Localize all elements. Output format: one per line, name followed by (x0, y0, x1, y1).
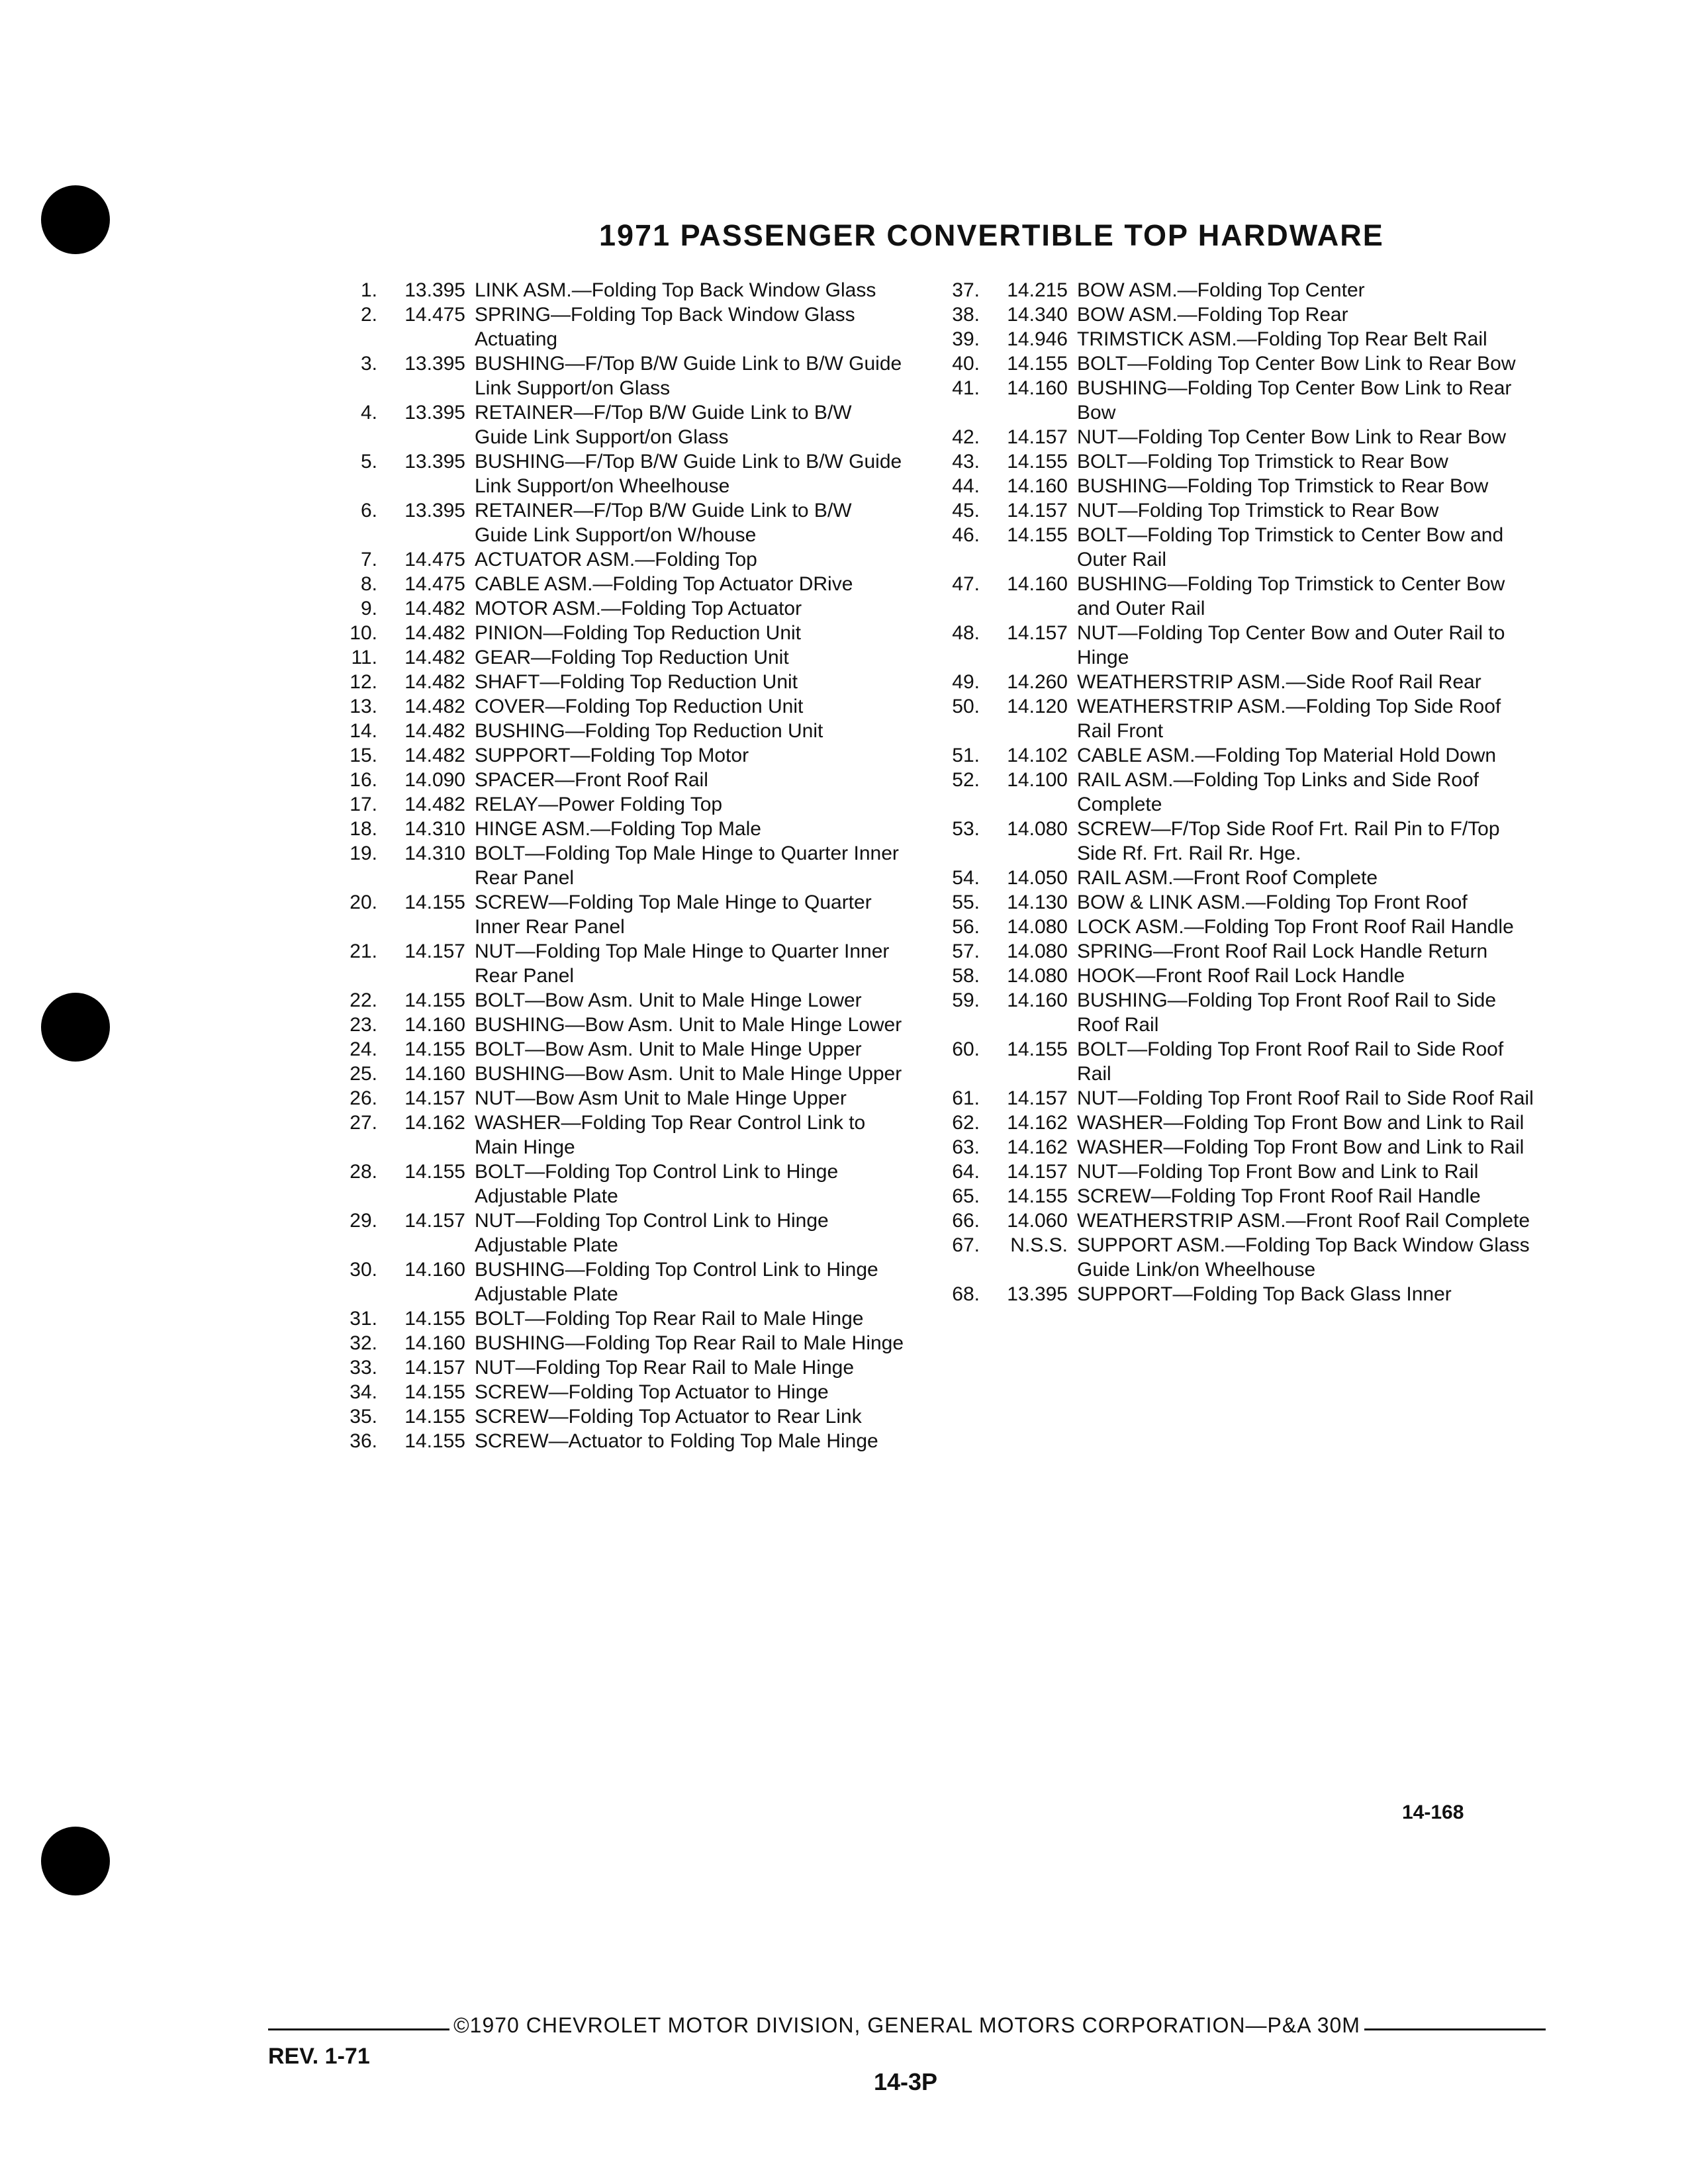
list-item (930, 1233, 1540, 1282)
list-item (328, 1404, 905, 1429)
item-description: SUPPORT—Folding Top Back Glass Inner (1077, 1283, 1452, 1305)
item-code: 14.155 (1007, 524, 1068, 546)
item-code: 14.475 (404, 304, 465, 326)
item-description: SCREW—Folding Top Actuator to Rear Link (475, 1406, 862, 1428)
list-item (930, 351, 1540, 376)
item-code: 14.155 (1007, 451, 1068, 473)
item-code: 14.260 (1007, 671, 1068, 693)
item-description: LOCK ASM.—Folding Top Front Roof Rail Handle (1077, 916, 1514, 938)
item-description: HOOK—Front Roof Rail Lock Handle (1077, 965, 1405, 987)
item-description: BOLT—Folding Top Rear Rail to Male Hinge (475, 1308, 864, 1330)
item-code: 14.157 (1007, 1161, 1068, 1183)
item-number: 20. (350, 891, 377, 913)
list-item (930, 1184, 1540, 1208)
item-code: 14.162 (404, 1112, 465, 1134)
item-code: 14.160 (1007, 573, 1068, 595)
item-number: 2. (360, 304, 377, 326)
item-description: NUT—Folding Top Control Link to Hinge Adjustable Plate (475, 1210, 829, 1256)
item-code: N.S.S. (1010, 1234, 1068, 1256)
item-number: 30. (350, 1259, 377, 1281)
item-code: 14.160 (1007, 377, 1068, 399)
list-item (930, 1282, 1540, 1306)
item-number: 26. (350, 1087, 377, 1109)
item-description: BUSHING—Folding Top Reduction Unit (475, 720, 823, 742)
list-item (930, 988, 1540, 1037)
item-description: BOLT—Folding Top Trimstick to Center Bow and Outer Rail (1077, 524, 1504, 570)
list-item (328, 841, 905, 890)
item-number: 65. (952, 1185, 980, 1207)
list-item (930, 523, 1540, 572)
item-code: 13.395 (404, 402, 465, 424)
item-number: 43. (952, 451, 980, 473)
item-number: 57. (952, 940, 980, 962)
item-number: 28. (350, 1161, 377, 1183)
list-item (328, 449, 905, 498)
list-item (328, 1306, 905, 1331)
item-number: 24. (350, 1038, 377, 1060)
item-number: 44. (952, 475, 980, 497)
item-number: 34. (350, 1381, 377, 1403)
page-number: 14-3P (874, 2068, 938, 2095)
item-code: 14.160 (404, 1332, 465, 1354)
list-item (930, 1160, 1540, 1184)
footer-rule-right (1364, 2028, 1546, 2030)
page-title: 1971 PASSENGER CONVERTIBLE TOP HARDWARE (599, 218, 1384, 252)
item-description: GEAR—Folding Top Reduction Unit (475, 647, 789, 668)
item-description: BOLT—Folding Top Trimstick to Rear Bow (1077, 451, 1448, 473)
item-number: 60. (952, 1038, 980, 1060)
revision-label: REV. 1-71 (268, 2044, 370, 2069)
list-item (328, 1429, 905, 1453)
list-item (930, 327, 1540, 351)
item-code: 14.215 (1007, 279, 1068, 301)
item-description: BUSHING—F/Top B/W Guide Link to B/W Guide Link Support/on Glass (475, 353, 902, 399)
list-item (930, 743, 1540, 768)
item-description: WASHER—Folding Top Rear Control Link to Main Hinge (475, 1112, 866, 1158)
item-description: SPRING—Front Roof Rail Lock Handle Return (1077, 940, 1488, 962)
list-item (328, 572, 905, 596)
item-number: 58. (952, 965, 980, 987)
item-code: 14.157 (1007, 1087, 1068, 1109)
item-description: BOLT—Folding Top Center Bow Link to Rear Bow (1077, 353, 1516, 375)
list-item (328, 890, 905, 939)
list-item (328, 400, 905, 449)
list-item (930, 694, 1540, 743)
item-number: 45. (952, 500, 980, 522)
item-description: SPACER—Front Roof Rail (475, 769, 708, 791)
item-description: PINION—Folding Top Reduction Unit (475, 622, 802, 644)
item-description: LINK ASM.—Folding Top Back Window Glass (475, 279, 876, 301)
item-description: SUPPORT—Folding Top Motor (475, 745, 749, 766)
item-description: BUSHING—Folding Top Center Bow Link to Rear Bow (1077, 377, 1512, 424)
item-number: 25. (350, 1063, 377, 1085)
item-description: BUSHING—Folding Top Trimstick to Center Bow and Outer Rail (1077, 573, 1505, 619)
item-code: 14.310 (404, 842, 465, 864)
item-description: BUSHING—Folding Top Rear Rail to Male Hinge (475, 1332, 904, 1354)
list-item (328, 278, 905, 302)
item-number: 23. (350, 1014, 377, 1036)
item-number: 27. (350, 1112, 377, 1134)
item-description: CABLE ASM.—Folding Top Material Hold Down (1077, 745, 1497, 766)
item-number: 52. (952, 769, 980, 791)
item-description: SCREW—Folding Top Actuator to Hinge (475, 1381, 829, 1403)
item-description: BUSHING—Folding Top Control Link to Hinge Adjustable Plate (475, 1259, 878, 1305)
item-code: 14.155 (404, 1406, 465, 1428)
item-number: 50. (952, 696, 980, 717)
list-item (328, 719, 905, 743)
item-number: 8. (360, 573, 377, 595)
item-description: CABLE ASM.—Folding Top Actuator DRive (475, 573, 853, 595)
item-number: 61. (952, 1087, 980, 1109)
list-item (930, 278, 1540, 302)
list-item (328, 621, 905, 645)
parts-list-right (930, 278, 1540, 1306)
item-code: 14.050 (1007, 867, 1068, 889)
item-number: 22. (350, 989, 377, 1011)
punch-hole-top (41, 185, 110, 254)
item-code: 14.475 (404, 549, 465, 570)
list-item (930, 302, 1540, 327)
item-code: 14.157 (404, 940, 465, 962)
item-number: 39. (952, 328, 980, 350)
item-code: 14.155 (404, 1381, 465, 1403)
item-code: 14.155 (1007, 1185, 1068, 1207)
item-description: RAIL ASM.—Folding Top Links and Side Roof Complete (1077, 769, 1479, 815)
list-item (328, 1355, 905, 1380)
list-item (930, 964, 1540, 988)
item-description: RAIL ASM.—Front Roof Complete (1077, 867, 1378, 889)
item-number: 16. (350, 769, 377, 791)
list-item (328, 645, 905, 670)
list-item (930, 1086, 1540, 1111)
item-description: BOW ASM.—Folding Top Center (1077, 279, 1365, 301)
item-number: 68. (952, 1283, 980, 1305)
item-number: 64. (952, 1161, 980, 1183)
item-number: 32. (350, 1332, 377, 1354)
item-code: 14.155 (404, 1430, 465, 1452)
item-code: 14.482 (404, 720, 465, 742)
item-code: 14.102 (1007, 745, 1068, 766)
item-description: MOTOR ASM.—Folding Top Actuator (475, 598, 802, 619)
item-description: COVER—Folding Top Reduction Unit (475, 696, 804, 717)
item-number: 1. (360, 279, 377, 301)
item-number: 37. (952, 279, 980, 301)
item-number: 41. (952, 377, 980, 399)
item-description: NUT—Folding Top Center Bow Link to Rear Bow (1077, 426, 1507, 448)
item-code: 14.160 (1007, 475, 1068, 497)
list-item (328, 1380, 905, 1404)
item-number: 14. (350, 720, 377, 742)
item-number: 18. (350, 818, 377, 840)
list-item (930, 1111, 1540, 1135)
item-description: BOW ASM.—Folding Top Rear (1077, 304, 1348, 326)
item-description: SHAFT—Folding Top Reduction Unit (475, 671, 798, 693)
item-description: BOLT—Bow Asm. Unit to Male Hinge Lower (475, 989, 862, 1011)
item-description: BOW & LINK ASM.—Folding Top Front Roof (1077, 891, 1468, 913)
item-code: 14.482 (404, 696, 465, 717)
item-code: 14.157 (404, 1210, 465, 1232)
item-number: 15. (350, 745, 377, 766)
item-description: SPRING—Folding Top Back Window Glass Actuating (475, 304, 855, 350)
item-description: WEATHERSTRIP ASM.—Side Roof Rail Rear (1077, 671, 1481, 693)
list-item (930, 817, 1540, 866)
item-code: 14.160 (404, 1259, 465, 1281)
item-description: BOLT—Bow Asm. Unit to Male Hinge Upper (475, 1038, 862, 1060)
list-item (930, 376, 1540, 425)
item-code: 14.060 (1007, 1210, 1068, 1232)
item-description: BUSHING—Bow Asm. Unit to Male Hinge Upper (475, 1063, 902, 1085)
item-code: 14.482 (404, 598, 465, 619)
item-number: 62. (952, 1112, 980, 1134)
item-code: 14.100 (1007, 769, 1068, 791)
item-code: 14.157 (1007, 500, 1068, 522)
item-code: 13.395 (404, 279, 465, 301)
punch-hole-bottom (41, 1827, 110, 1895)
item-code: 14.155 (404, 891, 465, 913)
list-item (328, 1013, 905, 1037)
list-item (328, 768, 905, 792)
item-code: 14.090 (404, 769, 465, 791)
list-item (328, 1037, 905, 1062)
item-number: 11. (351, 647, 377, 668)
item-number: 49. (952, 671, 980, 693)
item-number: 12. (350, 671, 377, 693)
item-description: BOLT—Folding Top Front Roof Rail to Side Roof Rail (1077, 1038, 1504, 1085)
item-code: 14.157 (1007, 426, 1068, 448)
item-code: 14.155 (404, 1038, 465, 1060)
item-description: NUT—Folding Top Trimstick to Rear Bow (1077, 500, 1439, 522)
item-number: 63. (952, 1136, 980, 1158)
item-code: 14.157 (404, 1357, 465, 1379)
item-number: 35. (350, 1406, 377, 1428)
item-number: 51. (952, 745, 980, 766)
list-item (328, 498, 905, 547)
list-item (930, 621, 1540, 670)
item-description: ACTUATOR ASM.—Folding Top (475, 549, 757, 570)
list-item (328, 670, 905, 694)
item-description: RELAY—Power Folding Top (475, 794, 723, 815)
item-code: 13.395 (404, 353, 465, 375)
item-code: 14.080 (1007, 965, 1068, 987)
list-item (930, 425, 1540, 449)
list-item (930, 1208, 1540, 1233)
list-item (328, 817, 905, 841)
section-page-reference: 14-168 (1402, 1801, 1464, 1823)
item-description: NUT—Folding Top Front Roof Rail to Side Roof Rail (1077, 1087, 1534, 1109)
item-description: SCREW—F/Top Side Roof Frt. Rail Pin to F/Top Side Rf. Frt. Rail Rr. Hge. (1077, 818, 1500, 864)
item-code: 14.482 (404, 794, 465, 815)
item-number: 19. (350, 842, 377, 864)
item-number: 21. (350, 940, 377, 962)
list-item (328, 694, 905, 719)
item-number: 55. (952, 891, 980, 913)
list-item (328, 1062, 905, 1086)
item-description: BUSHING—Bow Asm. Unit to Male Hinge Lower (475, 1014, 902, 1036)
item-code: 14.340 (1007, 304, 1068, 326)
item-code: 14.162 (1007, 1112, 1068, 1134)
item-number: 5. (360, 451, 377, 473)
item-number: 9. (360, 598, 377, 619)
list-item (328, 988, 905, 1013)
footer-copyright: ©1970 CHEVROLET MOTOR DIVISION, GENERAL MOTORS CORPORATION—P&A 30M (453, 2013, 1360, 2037)
item-description: NUT—Bow Asm Unit to Male Hinge Upper (475, 1087, 847, 1109)
item-code: 14.155 (404, 1308, 465, 1330)
item-code: 13.395 (404, 451, 465, 473)
item-description: BUSHING—Folding Top Trimstick to Rear Bow (1077, 475, 1489, 497)
item-code: 14.080 (1007, 818, 1068, 840)
item-number: 31. (350, 1308, 377, 1330)
item-description: BUSHING—F/Top B/W Guide Link to B/W Guide Link Support/on Wheelhouse (475, 451, 902, 497)
item-number: 4. (360, 402, 377, 424)
item-code: 14.155 (404, 989, 465, 1011)
item-number: 6. (360, 500, 377, 522)
item-description: BUSHING—Folding Top Front Roof Rail to Side Roof Rail (1077, 989, 1497, 1036)
list-item (930, 890, 1540, 915)
list-item (328, 792, 905, 817)
item-code: 14.155 (1007, 1038, 1068, 1060)
list-item (328, 547, 905, 572)
list-item (930, 915, 1540, 939)
list-item (930, 449, 1540, 474)
item-code: 14.482 (404, 671, 465, 693)
item-number: 3. (360, 353, 377, 375)
item-number: 47. (952, 573, 980, 595)
item-number: 10. (350, 622, 377, 644)
item-code: 14.482 (404, 745, 465, 766)
list-item (930, 474, 1540, 498)
list-item (930, 572, 1540, 621)
list-item (328, 596, 905, 621)
item-code: 14.310 (404, 818, 465, 840)
item-number: 42. (952, 426, 980, 448)
item-code: 14.130 (1007, 891, 1068, 913)
item-description: HINGE ASM.—Folding Top Male (475, 818, 761, 840)
list-item (930, 1037, 1540, 1086)
item-number: 40. (952, 353, 980, 375)
item-code: 14.120 (1007, 696, 1068, 717)
item-description: RETAINER—F/Top B/W Guide Link to B/W Guide Link Support/on W/house (475, 500, 852, 546)
item-description: BOLT—Folding Top Control Link to Hinge Adjustable Plate (475, 1161, 839, 1207)
item-description: NUT—Folding Top Rear Rail to Male Hinge (475, 1357, 855, 1379)
item-description: NUT—Folding Top Male Hinge to Quarter Inner Rear Panel (475, 940, 890, 987)
footer-copyright-line (268, 2013, 1546, 2038)
list-item (328, 302, 905, 351)
list-item (328, 1160, 905, 1208)
item-description: SUPPORT ASM.—Folding Top Back Window Glass Guide Link/on Wheelhouse (1077, 1234, 1530, 1281)
item-number: 46. (952, 524, 980, 546)
list-item (930, 939, 1540, 964)
list-item (328, 1111, 905, 1160)
footer-rule-left (268, 2028, 449, 2030)
item-number: 67. (952, 1234, 980, 1256)
item-code: 14.080 (1007, 916, 1068, 938)
item-description: SCREW—Folding Top Front Roof Rail Handle (1077, 1185, 1481, 1207)
item-description: WASHER—Folding Top Front Bow and Link to Rail (1077, 1112, 1524, 1134)
list-item (930, 1135, 1540, 1160)
item-code: 14.482 (404, 647, 465, 668)
parts-list-left (328, 278, 905, 1453)
item-description: SCREW—Actuator to Folding Top Male Hinge (475, 1430, 878, 1452)
item-number: 48. (952, 622, 980, 644)
item-code: 14.157 (404, 1087, 465, 1109)
item-number: 7. (360, 549, 377, 570)
item-description: WEATHERSTRIP ASM.—Folding Top Side Roof Rail Front (1077, 696, 1501, 742)
item-number: 36. (350, 1430, 377, 1452)
item-code: 14.080 (1007, 940, 1068, 962)
item-code: 14.155 (1007, 353, 1068, 375)
item-code: 14.946 (1007, 328, 1068, 350)
item-code: 13.395 (1007, 1283, 1068, 1305)
item-code: 14.475 (404, 573, 465, 595)
item-code: 14.482 (404, 622, 465, 644)
item-code: 14.157 (1007, 622, 1068, 644)
item-code: 14.160 (404, 1063, 465, 1085)
item-code: 14.160 (1007, 989, 1068, 1011)
item-description: NUT—Folding Top Front Bow and Link to Rail (1077, 1161, 1479, 1183)
list-item (328, 351, 905, 400)
list-item (328, 1331, 905, 1355)
punch-hole-middle (41, 993, 110, 1062)
item-number: 54. (952, 867, 980, 889)
item-number: 38. (952, 304, 980, 326)
item-number: 17. (350, 794, 377, 815)
item-description: WEATHERSTRIP ASM.—Front Roof Rail Complete (1077, 1210, 1530, 1232)
list-item (328, 1086, 905, 1111)
list-item (328, 939, 905, 988)
list-item (328, 1208, 905, 1257)
item-description: SCREW—Folding Top Male Hinge to Quarter Inner Rear Panel (475, 891, 872, 938)
item-number: 33. (350, 1357, 377, 1379)
item-description: NUT—Folding Top Center Bow and Outer Rail to Hinge (1077, 622, 1505, 668)
item-description: TRIMSTICK ASM.—Folding Top Rear Belt Rail (1077, 328, 1487, 350)
item-number: 53. (952, 818, 980, 840)
item-description: RETAINER—F/Top B/W Guide Link to B/W Guide Link Support/on Glass (475, 402, 852, 448)
list-item (328, 743, 905, 768)
list-item (930, 498, 1540, 523)
list-item (930, 768, 1540, 817)
item-number: 59. (952, 989, 980, 1011)
list-item (328, 1257, 905, 1306)
list-item (930, 670, 1540, 694)
item-code: 14.155 (404, 1161, 465, 1183)
item-number: 66. (952, 1210, 980, 1232)
item-number: 56. (952, 916, 980, 938)
item-code: 14.160 (404, 1014, 465, 1036)
item-number: 13. (350, 696, 377, 717)
item-description: BOLT—Folding Top Male Hinge to Quarter Inner Rear Panel (475, 842, 899, 889)
item-description: WASHER—Folding Top Front Bow and Link to Rail (1077, 1136, 1524, 1158)
item-code: 13.395 (404, 500, 465, 522)
item-number: 29. (350, 1210, 377, 1232)
item-code: 14.162 (1007, 1136, 1068, 1158)
list-item (930, 866, 1540, 890)
